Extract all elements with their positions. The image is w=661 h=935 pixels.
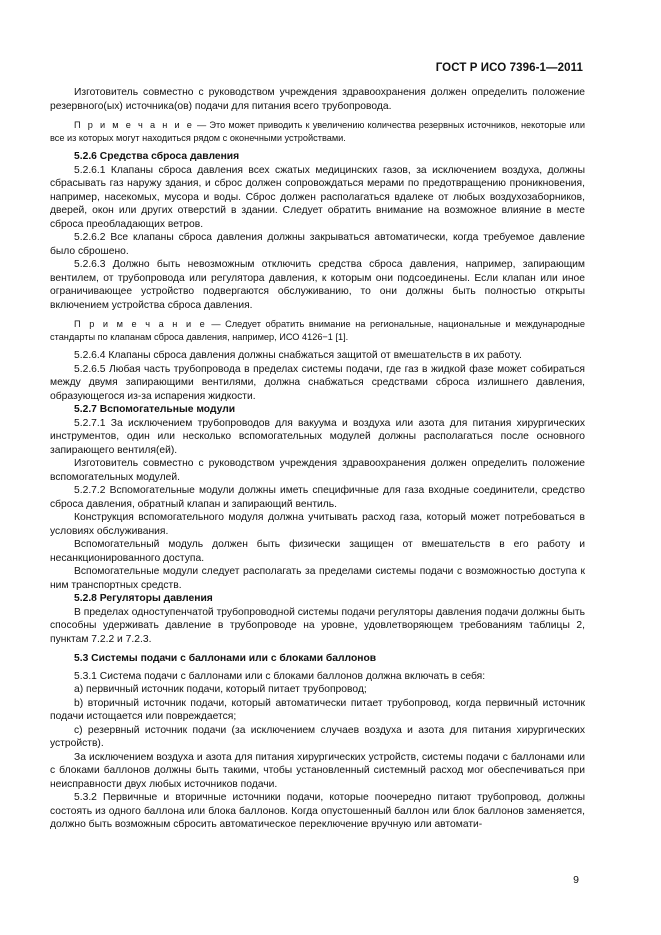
list-item: a) первичный источник подачи, который питает трубопровод; [74,684,367,695]
document-body [50,86,585,832]
list-item: c) резервный источник подачи (за исключением случаев воздуха и азота для питания хирургических устройств). [50,724,585,749]
page-number: 9 [573,874,579,886]
note [50,318,585,343]
paragraph: 5.2.6.2 Все клапаны сброса давления должны закрываться автоматически, когда требуемое давление было сброшено. [50,232,585,257]
note-label: П р и м е ч а н и е [74,319,207,329]
paragraph: 5.2.6.5 Любая часть трубопровода в пределах системы подачи, где газ в жидкой фазе может собираться между двумя запирающими вентилями, должна снабжаться средствами сброса излишнего давления, образующегося из-за испарения жидкости. [50,363,585,402]
paragraph: Изготовитель совместно с руководством учреждения здравоохранения должен определить положение резервного(ых) источника(ов) подачи для питания всего трубопровода. [50,87,585,112]
section-heading: 5.2.7 Вспомогательные модули [74,404,236,415]
note-label: П р и м е ч а н и е [74,120,194,130]
document-header: ГОСТ Р ИСО 7396-1—2011 [435,62,583,74]
paragraph: Изготовитель совместно с руководством учреждения здравоохранения должен определить положение вспомогательных модулей. [50,458,585,483]
paragraph: 5.3.2 Первичные и вторичные источники подачи, которые поочередно питают трубопровод, должны состоять из одного баллона или блока баллонов. Когда опустошенный баллон или блок баллонов заменяется, должно быть возможным сбросить автоматическое переключение вручную или автомати- [50,792,585,830]
paragraph: Вспомогательные модули следует располагать за пределами системы подачи с возможностью доступа к ним транспортных средств. [50,566,585,591]
note-text: — Это может приводить к увеличению количества резервных источников, некоторые или все из которых могут находиться рядом с оконечными устройствами. [50,120,585,143]
paragraph: В пределах одноступенчатой трубопроводной системы подачи регуляторы давления подачи должны быть способны удерживать давление в трубопроводе на уровне, удовлетворяющем требованиям таблицы 2, пунктам 7.2.2 и 7.2.3. [50,606,585,645]
paragraph: Вспомогательный модуль должен быть физически защищен от вмешательств в его работу и несанкционированного доступа. [50,539,585,564]
section-heading: 5.2.6 Средства сброса давления [74,151,240,162]
paragraph: 5.2.6.4 Клапаны сброса давления должны снабжаться защитой от вмешательств в их работу. [74,350,522,361]
paragraph: За исключением воздуха и азота для питания хирургических устройств, системы подачи с баллонами или с блоками баллонов должны быть такими, чтобы установленный системный расход мог обеспечиваться при неисправности двух любых источников подачи. [50,751,585,790]
note [50,119,585,144]
paragraph: 5.2.6.3 Должно быть невозможным отключить средства сброса давления, например, запирающим вентилем, от трубопровода или регулятора давления, к которым они подсоединены. Если клапан или иное ограничивающее устройство подвергаются обслуживанию, то они должны быть полностью открыты включением устройства сброса давления. [50,259,585,311]
note-text: — Следует обратить внимание на региональные, национальные и международные стандарты по клапанам сброса давления, например, ИСО 4126−1 [1]. [50,319,585,342]
list-item: b) вторичный источник подачи, который автоматически питает трубопровод, когда первичный источник подачи истощается или повреждается; [50,697,585,722]
paragraph: Конструкция вспомогательного модуля должна учитывать расход газа, который может потребоваться в условиях обслуживания. [50,512,585,537]
paragraph: 5.3.1 Система подачи с баллонами или с блоками баллонов должна включать в себя: [74,670,486,682]
section-heading: 5.2.8 Регуляторы давления [74,593,213,604]
section-heading: 5.3 Системы подачи с баллонами или с блоками баллонов [74,653,377,664]
paragraph: 5.2.6.1 Клапаны сброса давления всех сжатых медицинских газов, за исключением воздуха, должны сбрасывать газ наружу здания, и сброс должен сопровождаться мерами по предотвращению проникновения, например, насекомых, мусора и воды. Сброс должен располагаться вдалеке от любых воздухозаборников, дверей, окон или других отверстий в здании. Следует обратить внимание на возможное влияние в месте сброса преобладающих ветров. [50,164,585,230]
paragraph: 5.2.7.2 Вспомогательные модули должны иметь специфичные для газа входные соединители, средство сброса давления, обратный клапан и запирающий вентиль. [50,485,585,510]
paragraph: 5.2.7.1 За исключением трубопроводов для вакуума и воздуха или азота для питания хирургических инструментов, один или несколько вспомогательных модулей должны располагаться после основного запирающего вентиля(ей). [50,417,585,456]
